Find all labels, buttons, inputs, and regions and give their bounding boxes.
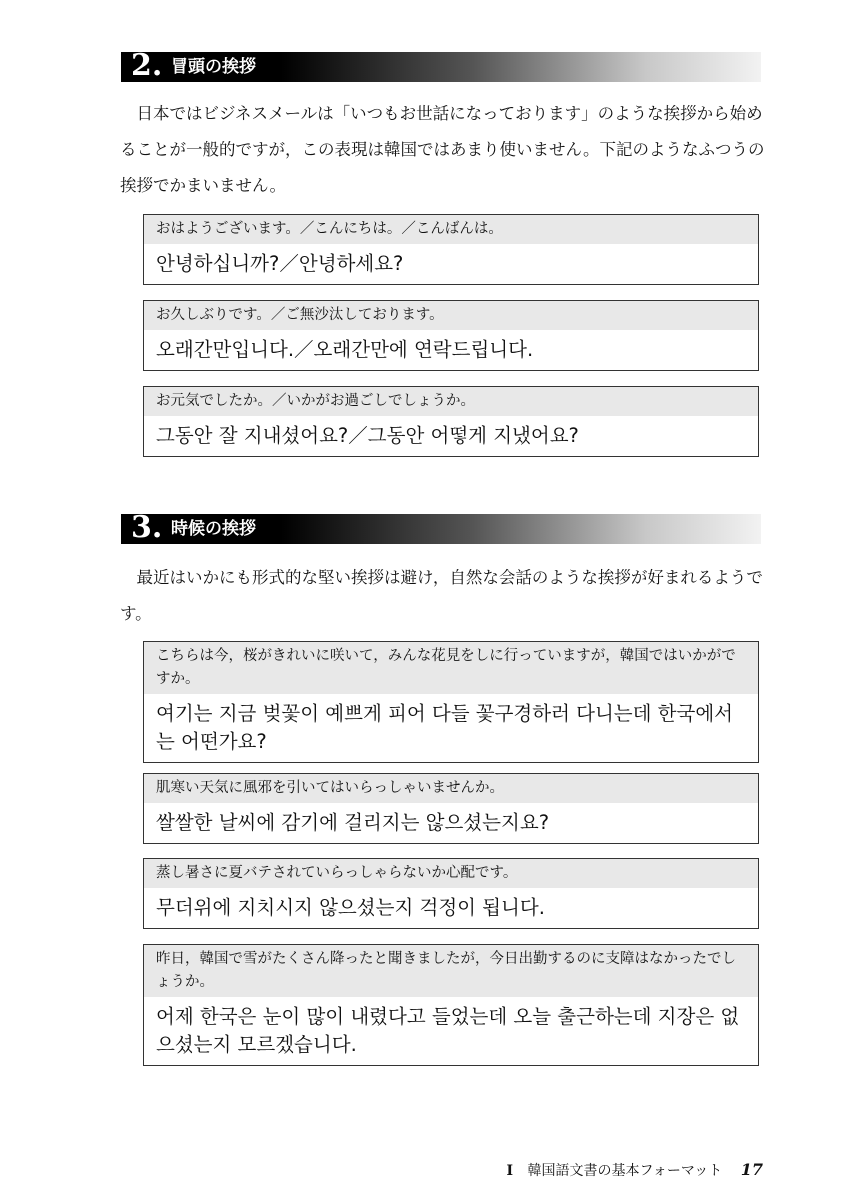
- korean-phrase: 그동안 잘 지내셨어요?／그동안 어떻게 지냈어요?: [156, 424, 579, 447]
- japanese-phrase: こちらは今，桜がきれいに咲いて，みんな花見をしに行っていますが，韓国ではいかがですか。: [144, 642, 758, 694]
- example-box: [143, 300, 759, 371]
- chapter-title: 韓国語文書の基本フォーマット: [527, 1163, 723, 1179]
- japanese-phrase: お元気でしたか。／いかがお過ごしでしょうか。: [144, 387, 758, 416]
- korean-phrase: 어제 한국은 눈이 많이 내렸다고 들었는데 오늘 출근하는데 지장은 없으셨는지 모르겠습니다.: [156, 1005, 740, 1056]
- section-title: 冒頭の挨拶: [171, 57, 256, 77]
- example-box: [143, 386, 759, 457]
- example-box: [143, 858, 759, 929]
- korean-phrase: 오래간만입니다.／오래간만에 연락드립니다.: [156, 338, 534, 361]
- section-heading-greeting: [121, 48, 761, 83]
- section-heading-seasonal-greeting: [121, 510, 761, 545]
- section-number: 3.: [131, 510, 163, 545]
- section-number: 2.: [131, 48, 163, 83]
- japanese-phrase: お久しぶりです。／ご無沙汰しております。: [144, 301, 758, 330]
- page-footer: [507, 1160, 763, 1180]
- section-paragraph: 最近はいかにも形式的な堅い挨拶は避け，自然な会話のような挨拶が好まれるようです。: [120, 568, 763, 623]
- chapter-number: I: [506, 1163, 514, 1179]
- korean-phrase: 안녕하십니까?／안녕하세요?: [156, 252, 404, 275]
- korean-phrase: 쌀쌀한 날씨에 감기에 걸리지는 않으셨는지요?: [156, 811, 550, 834]
- example-box: [143, 944, 759, 1066]
- korean-phrase: 무더위에 지치시지 않으셨는지 걱정이 됩니다.: [156, 896, 545, 919]
- japanese-phrase: おはようございます。／こんにちは。／こんばんは。: [144, 215, 758, 244]
- japanese-phrase: 昨日，韓国で雪がたくさん降ったと聞きましたが，今日出勤するのに支障はなかったでしょうか。: [144, 945, 758, 997]
- example-box: [143, 773, 759, 844]
- section-paragraph: 日本ではビジネスメールは「いつもお世話になっております」のような挨拶から始めることが一般的ですが，この表現は韓国ではあまり使いません。下記のようなふつうの挨拶でかまいません。: [120, 104, 765, 195]
- section-title: 時候の挨拶: [171, 519, 256, 539]
- korean-phrase: 여기는 지금 벚꽃이 예쁘게 피어 다들 꽃구경하러 다니는데 한국에서는 어떤가요?: [156, 702, 734, 753]
- japanese-phrase: 肌寒い天気に風邪を引いてはいらっしゃいませんか。: [144, 774, 758, 803]
- example-box: [143, 214, 759, 285]
- example-box: [143, 641, 759, 763]
- japanese-phrase: 蒸し暑さに夏バテされていらっしゃらないか心配です。: [144, 859, 758, 888]
- page-number: 17: [740, 1160, 763, 1179]
